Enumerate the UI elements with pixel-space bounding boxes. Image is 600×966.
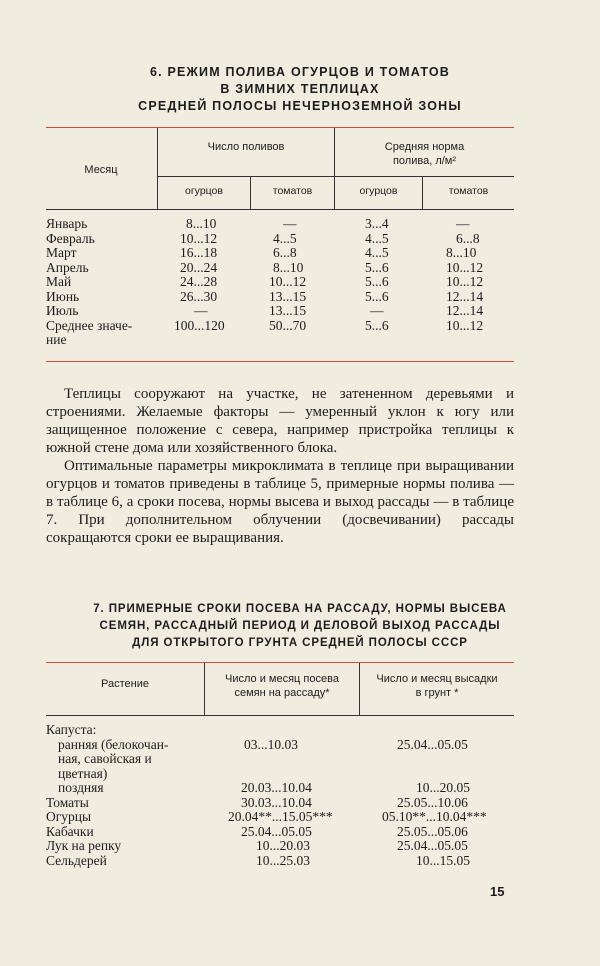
value-cell: 20...24 (180, 259, 218, 275)
table6-header-norm-line: Средняя норма (384, 141, 465, 153)
table6-header-tomatoes: томатов (448, 185, 489, 197)
value-cell: 4...5 (365, 230, 389, 246)
table6-row (46, 333, 514, 348)
value-cell: 4...5 (273, 230, 297, 246)
value-cell: 100...120 (174, 317, 225, 333)
value-cell: 10...12 (446, 274, 484, 289)
table6-title-line: СРЕДНЕЙ ПОЛОСЫ НЕЧЕРНОЗЕМНОЙ ЗОНЫ (138, 99, 462, 113)
month-cell: Апрель (46, 259, 89, 275)
table6-header-cucumbers: огурцов (359, 185, 398, 197)
table6-title-line: 6. РЕЖИМ ПОЛИВА ОГУРЦОВ И ТОМАТОВ (149, 65, 451, 79)
value-cell: 10...12 (446, 259, 484, 275)
sow-cell: 25.04...05.05 (241, 823, 312, 839)
value-cell: — (456, 216, 470, 231)
table6-header-cucumbers: огурцов (185, 185, 223, 197)
value-cell: 12...14 (446, 303, 484, 318)
value-cell: 6...8 (273, 245, 297, 260)
value-cell: — (370, 303, 384, 318)
plant-cell: Капуста: (46, 722, 97, 737)
sow-cell: 20.04**...15.05*** (228, 809, 333, 824)
table6-header-bottom-rule (46, 209, 514, 210)
body-text (46, 385, 514, 547)
plant-cell: Огурцы (46, 809, 92, 824)
table7-row (46, 854, 514, 869)
table7-title (40, 601, 560, 652)
table7-row (46, 723, 514, 738)
table7-header-plant: Растение (101, 678, 149, 690)
month-cell: ние (46, 332, 67, 347)
table6-body (46, 217, 514, 348)
table7-title-line: 7. ПРИМЕРНЫЕ СРОКИ ПОСЕВА НА РАССАДУ, НОРМЫ ВЫСЕВА (93, 603, 507, 615)
table6-row (46, 232, 514, 247)
month-cell: Среднее значе- (46, 317, 133, 333)
plant-cell: Сельдерей (46, 852, 107, 868)
month-cell: Июнь (46, 288, 80, 304)
table6-header-norm (335, 140, 514, 168)
table6-row (46, 319, 514, 334)
month-cell: Январь (46, 216, 88, 231)
transplant-cell: 05.10**...10.04*** (382, 809, 487, 824)
plant-cell: Томаты (46, 794, 89, 810)
table7-header-bottom-rule (46, 715, 514, 716)
table7-row (46, 839, 514, 854)
table7-row (46, 781, 514, 796)
table7-top-rule (46, 662, 514, 663)
table6-row (46, 246, 514, 261)
table7-header-transplant-line: Число и месяц высадки (376, 673, 498, 685)
table7-row (46, 825, 514, 840)
plant-cell: цветная) (58, 765, 108, 781)
value-cell: — (283, 216, 297, 231)
value-cell: 3...4 (365, 216, 389, 231)
table7-row (46, 752, 514, 767)
value-cell: 5...6 (365, 317, 389, 333)
table7-body (46, 723, 514, 868)
transplant-cell: 10...20.05 (416, 780, 470, 795)
table6-row (46, 290, 514, 305)
table6-header-tomatoes: томатов (272, 185, 313, 197)
plant-cell: ная, савойская и (58, 751, 152, 766)
value-cell: 16...18 (180, 245, 218, 260)
plant-cell: ранняя (белокочан- (58, 736, 169, 752)
table7-row (46, 767, 514, 782)
table6-row (46, 261, 514, 276)
page-number: 15 (490, 884, 505, 899)
table7-header-transplant-line: в грунт * (415, 687, 459, 699)
table6-row (46, 304, 514, 319)
value-cell: 13...15 (269, 288, 307, 304)
table6-title-line: В ЗИМНИХ ТЕПЛИЦАХ (220, 82, 380, 96)
table7-header-transplant (360, 672, 514, 700)
value-cell: 10...12 (180, 230, 218, 246)
table7-title-line: ДЛЯ ОТКРЫТОГО ГРУНТА СРЕДНЕЙ ПОЛОСЫ СССР (132, 637, 468, 649)
value-cell: 12...14 (446, 288, 484, 304)
value-cell: 26...30 (180, 288, 218, 304)
table7-header-sow-line: семян на рассаду* (234, 687, 330, 699)
transplant-cell: 25.05...10.06 (397, 794, 468, 810)
value-cell: 8...10 (186, 216, 217, 231)
transplant-cell: 10...15.05 (416, 852, 470, 868)
value-cell: — (194, 303, 208, 318)
value-cell: 5...6 (365, 274, 389, 289)
value-cell: 8...10 (446, 245, 477, 260)
value-cell: 24...28 (180, 274, 218, 289)
table7-title-line: СЕМЯН, РАССАДНЫЙ ПЕРИОД И ДЕЛОВОЙ ВЫХОД РАССАДЫ (99, 620, 501, 632)
transplant-cell: 25.04...05.05 (397, 838, 468, 853)
table7-header-sow (205, 672, 359, 700)
table7-row (46, 796, 514, 811)
table6-top-rule (46, 127, 514, 128)
value-cell: 10...12 (446, 317, 484, 333)
table6-header-month: Месяц (84, 164, 118, 176)
plant-cell: поздняя (58, 780, 104, 795)
paragraph: Оптимальные параметры микроклимата в теплице при выращивании огурцов и томатов приведены в таблице 5, примерные нормы полива — в таблице 6, а сроки посева, нормы высева и выход рассады — в таблице 7. При дополнительном облучении (досвечивании) рассады сокращаются сроки ее выращивания. (46, 458, 514, 546)
value-cell: 5...6 (365, 288, 389, 304)
month-cell: Март (46, 245, 77, 260)
plant-cell: Лук на репку (46, 838, 122, 853)
month-cell: Май (46, 274, 72, 289)
month-cell: Июль (46, 303, 79, 318)
sow-cell: 10...25.03 (256, 852, 310, 868)
value-cell: 13...15 (269, 303, 307, 318)
value-cell: 4...5 (365, 245, 389, 260)
table6-row (46, 275, 514, 290)
table7-row (46, 810, 514, 825)
sow-cell: 10...20.03 (256, 838, 310, 853)
sow-cell: 30.03...10.04 (241, 794, 312, 810)
plant-cell: Кабачки (46, 823, 94, 839)
paragraph: Теплицы сооружают на участке, не затененном деревьями и строениями. Желаемые факторы — умеренный уклон к югу или защищенное положение с севера, например пристройка теплицы к южной стене дома или хозяйственного блока. (46, 386, 514, 456)
table6-header-rule (157, 176, 514, 177)
table6-bottom-rule (46, 361, 514, 362)
table6-header-norm-line: полива, л/м² (392, 155, 457, 167)
transplant-cell: 25.05...05.06 (397, 823, 468, 839)
transplant-cell: 25.04...05.05 (397, 736, 468, 752)
table6-title (40, 64, 560, 115)
month-cell: Февраль (46, 230, 95, 246)
value-cell: 8...10 (273, 259, 304, 275)
table7-row (46, 738, 514, 753)
table7-header-sow-line: Число и месяц посева (225, 673, 339, 685)
value-cell: 6...8 (456, 230, 480, 246)
table6-header-count: Число поливов (207, 141, 285, 153)
value-cell: 5...6 (365, 259, 389, 275)
table6-row (46, 217, 514, 232)
sow-cell: 20.03...10.04 (241, 780, 312, 795)
sow-cell: 03...10.03 (244, 736, 298, 752)
value-cell: 50...70 (269, 317, 307, 333)
value-cell: 10...12 (269, 274, 307, 289)
